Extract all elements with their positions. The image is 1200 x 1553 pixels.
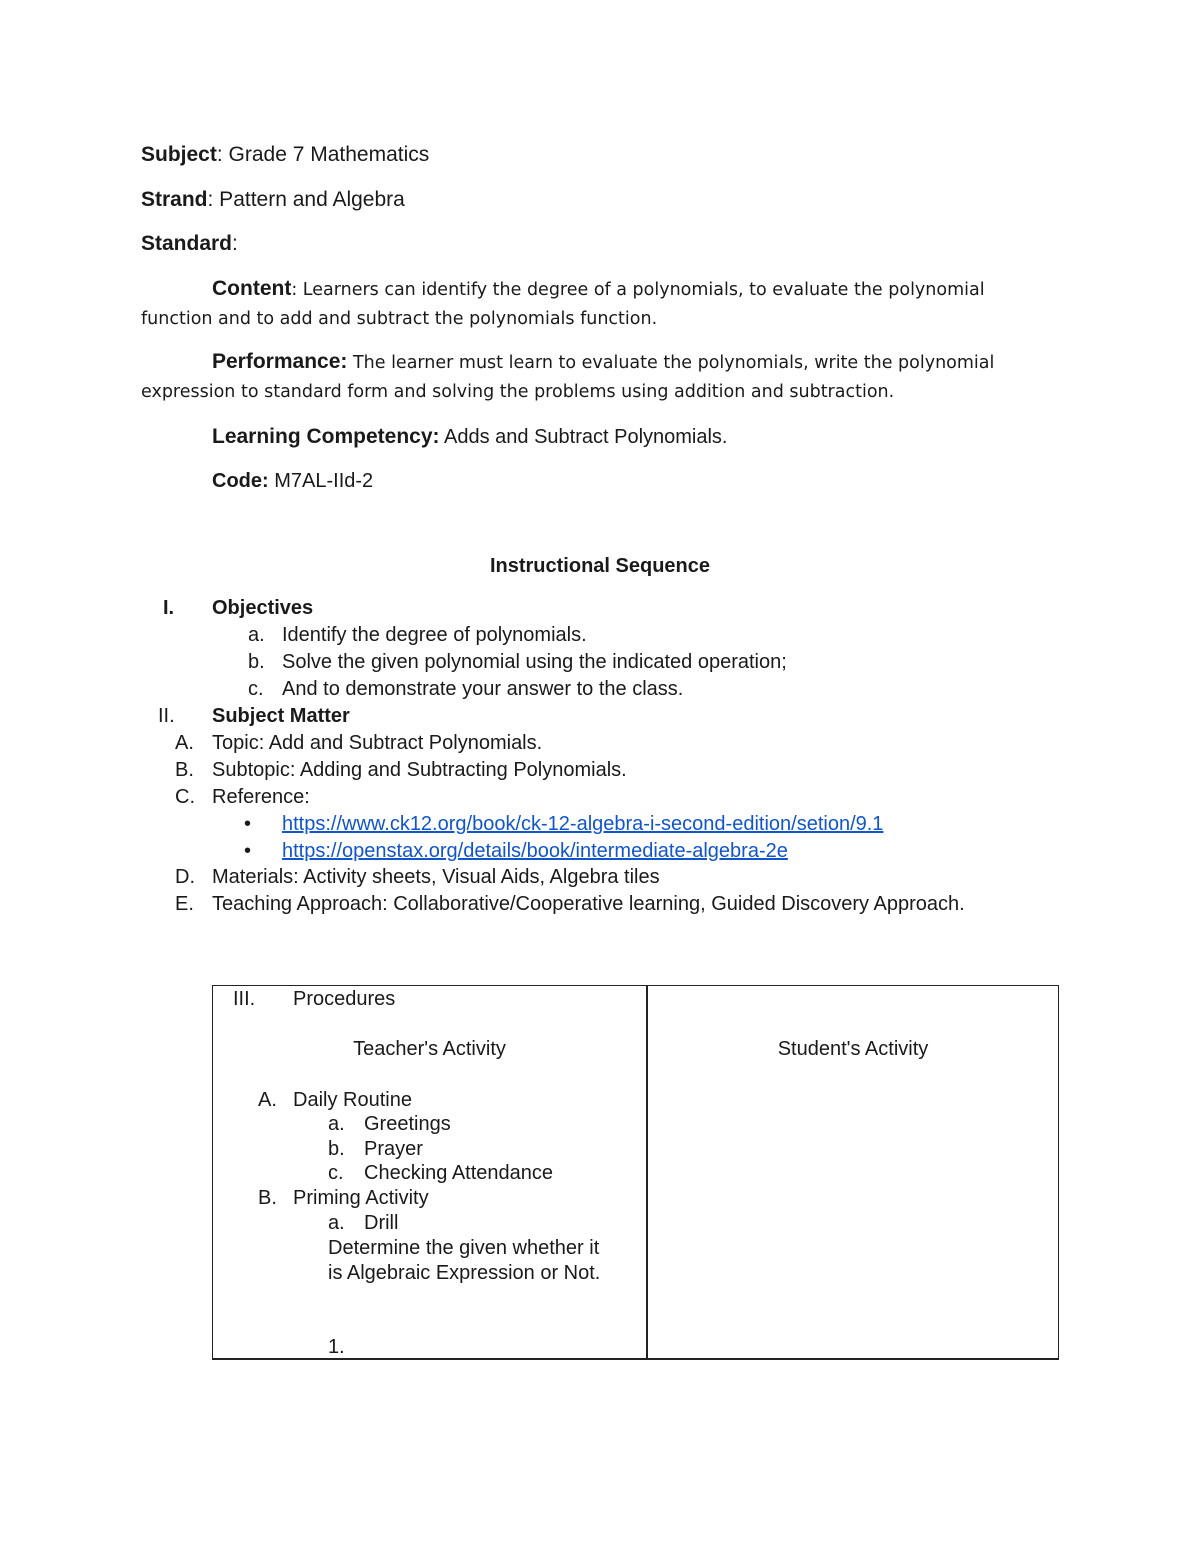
procedures-numeral: III. (233, 988, 256, 1010)
procedures-heading: Procedures (293, 988, 396, 1010)
code-label: Code: (212, 470, 269, 492)
drill-instruction-1: Determine the given whether it (328, 1237, 600, 1259)
topic-text: Topic: Add and Subtract Polynomials. (212, 732, 543, 754)
daily-routine-marker: A. (258, 1089, 277, 1111)
standard-label: Standard (141, 232, 233, 255)
strand-value: : Pattern and Algebra (207, 188, 405, 211)
subject-line (141, 143, 429, 167)
materials-marker: D. (175, 866, 195, 888)
bullet-icon: • (244, 813, 252, 835)
objective-marker: c. (248, 678, 264, 700)
drill-text: Drill (364, 1212, 399, 1234)
daily-routine-text: Daily Routine (293, 1089, 412, 1111)
reference-text: Reference: (212, 786, 310, 808)
content-line-2: function and to add and subtract the polynomials function. (141, 309, 658, 329)
subtopic-marker: B. (175, 759, 194, 781)
subject-matter-numeral: II. (158, 705, 175, 727)
performance-label: Performance: (212, 350, 348, 373)
teacher-activity-cell (213, 986, 646, 1358)
subject-label: Subject (141, 143, 217, 166)
routine-item-text: Checking Attendance (364, 1162, 554, 1184)
objectives-numeral: I. (163, 597, 175, 619)
performance-line-1 (212, 350, 994, 374)
routine-item-text: Greetings (364, 1113, 451, 1135)
performance-text-1: The learner must learn to evaluate the polynomials, write the polynomial (347, 353, 995, 373)
competency-line (212, 425, 728, 449)
objective-marker: b. (248, 651, 265, 673)
drill-instruction-2: is Algebraic Expression or Not. (328, 1262, 601, 1284)
reference-link-ck12[interactable]: https://www.ck12.org/book/ck-12-algebra-i-second-edition/setion/9.1 (282, 813, 884, 835)
student-activity-header: Student's Activity (777, 1038, 929, 1060)
objective-marker: a. (248, 624, 265, 646)
subject-matter-heading: Subject Matter (212, 705, 350, 727)
standard-line (141, 232, 238, 256)
competency-label: Learning Competency: (212, 425, 440, 448)
student-activity-cell (648, 986, 1058, 1358)
drill-item-number: 1. (328, 1336, 345, 1358)
procedures-table (212, 985, 1059, 1360)
objective-text: Identify the degree of polynomials. (282, 624, 587, 646)
content-label: Content (212, 277, 292, 300)
reference-marker: C. (175, 786, 195, 808)
objectives-heading: Objectives (212, 597, 314, 619)
priming-text: Priming Activity (293, 1187, 429, 1209)
strand-line (141, 188, 405, 212)
content-line-1 (212, 277, 985, 301)
subject-value: : Grade 7 Mathematics (216, 143, 430, 166)
teacher-activity-header: Teacher's Activity (353, 1038, 506, 1060)
strand-label: Strand (141, 188, 208, 211)
routine-item-marker: b. (328, 1138, 345, 1160)
subtopic-text: Subtopic: Adding and Subtracting Polynomials. (212, 759, 627, 781)
standard-value: : (232, 232, 238, 255)
sequence-title: Instructional Sequence (489, 555, 711, 577)
materials-text: Materials: Activity sheets, Visual Aids, Algebra tiles (212, 866, 660, 888)
priming-marker: B. (258, 1187, 277, 1209)
reference-link-openstax[interactable]: https://openstax.org/details/book/intermediate-algebra-2e (282, 840, 788, 862)
routine-item-marker: a. (328, 1113, 345, 1135)
performance-line-2: expression to standard form and solving the problems using addition and subtraction. (141, 382, 895, 402)
drill-marker: a. (328, 1212, 345, 1234)
code-line (212, 470, 373, 493)
code-value: M7AL-IId-2 (268, 470, 374, 492)
routine-item-marker: c. (328, 1162, 344, 1184)
objective-text: Solve the given polynomial using the indicated operation; (282, 651, 787, 673)
objective-text: And to demonstrate your answer to the class. (282, 678, 684, 700)
approach-marker: E. (175, 893, 194, 915)
competency-value: Adds and Subtract Polynomials. (439, 426, 728, 448)
approach-text: Teaching Approach: Collaborative/Cooperative learning, Guided Discovery Approach. (212, 893, 965, 915)
content-text-1: : Learners can identify the degree of a polynomials, to evaluate the polynomial (291, 280, 985, 300)
bullet-icon: • (244, 840, 252, 862)
routine-item-text: Prayer (364, 1138, 423, 1160)
topic-marker: A. (175, 732, 194, 754)
